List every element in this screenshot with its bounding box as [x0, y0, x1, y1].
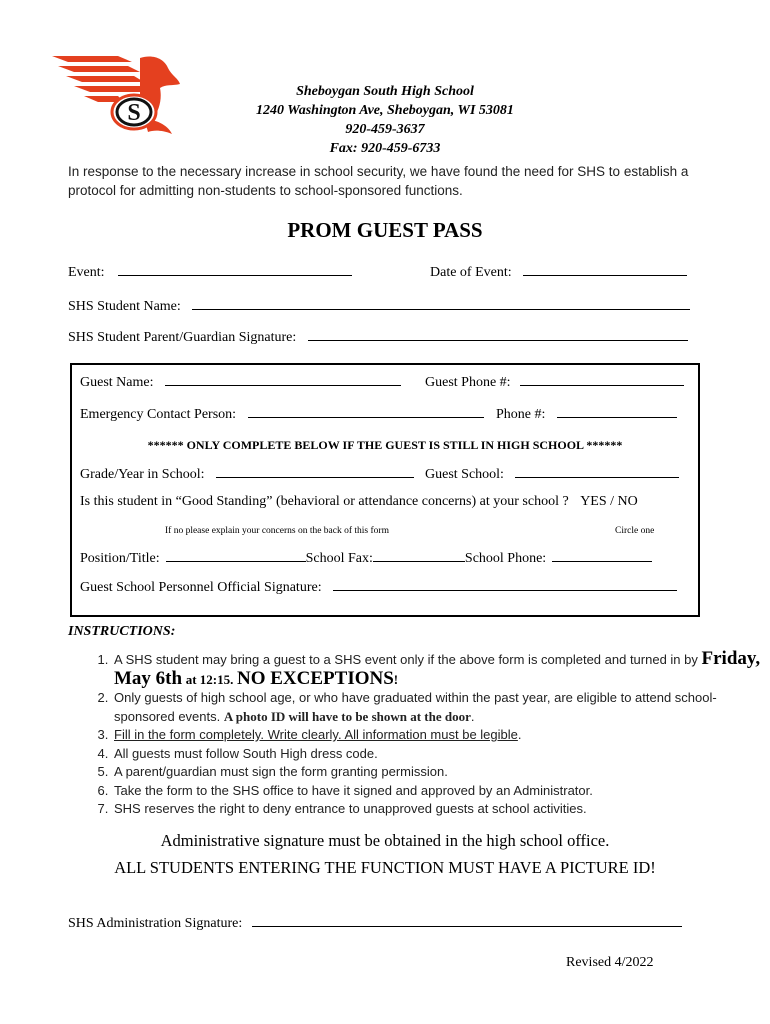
- circle-one-note: Circle one: [615, 526, 655, 536]
- instruction-item: 7. SHS reserves the right to deny entrance to unapproved guests at school activities.: [112, 800, 762, 819]
- picture-id-notice: ALL STUDENTS ENTERING THE FUNCTION MUST HAVE A PICTURE ID!: [114, 858, 656, 877]
- personnel-signature-input-line[interactable]: [333, 578, 677, 591]
- parent-signature-input-line[interactable]: [308, 328, 688, 341]
- good-standing-row: [80, 494, 638, 510]
- grade-year-row: [80, 465, 414, 483]
- form-title: PROM GUEST PASS: [287, 218, 483, 242]
- admin-signature-input-line[interactable]: [252, 914, 682, 927]
- instructions-heading: INSTRUCTIONS:: [68, 624, 176, 639]
- phone-label: Phone #:: [496, 407, 546, 422]
- admin-signature-label: SHS Administration Signature:: [68, 916, 243, 931]
- guest-school-label: Guest School:: [425, 467, 504, 482]
- personnel-signature-row: [80, 578, 677, 596]
- logo-letter: S: [127, 100, 141, 126]
- guest-name-input-line[interactable]: [165, 373, 401, 386]
- school-phone: 920-459-3637: [345, 122, 425, 137]
- school-phone-label: School Phone:: [464, 551, 547, 566]
- school-fax-label: School Fax:: [305, 551, 373, 566]
- deadline-time: at 12:15.: [185, 671, 234, 687]
- emergency-contact-input-line[interactable]: [248, 405, 484, 418]
- school-fax-input-line[interactable]: [373, 549, 465, 562]
- school-phone-input-line[interactable]: [552, 549, 652, 562]
- position-title-input-line[interactable]: [166, 549, 306, 562]
- event-row: [68, 263, 352, 281]
- phone-row: [496, 405, 677, 423]
- date-row: [430, 263, 687, 281]
- yes-no-choice[interactable]: YES / NO: [580, 494, 638, 509]
- event-input-line[interactable]: [118, 263, 352, 276]
- deadline-day: Friday, May 6th: [114, 648, 761, 689]
- student-name-input-line[interactable]: [192, 297, 690, 310]
- emergency-contact-label: Emergency Contact Person:: [80, 407, 237, 422]
- student-name-row: [68, 297, 690, 315]
- no-exceptions: NO EXCEPTIONS: [237, 667, 394, 689]
- intro-paragraph: In response to the necessary increase in school security, we have found the need for SHS to establish a protocol for admitting non-students to school-sponsored functions.: [68, 164, 689, 198]
- instruction-item: 4. All guests must follow South High dress code.: [112, 745, 762, 764]
- position-row: [80, 549, 652, 567]
- instructions-list: [68, 650, 762, 819]
- explain-note: If no please explain your concerns on the back of this form: [165, 526, 389, 536]
- guest-school-row: [425, 465, 679, 483]
- school-name: Sheboygan South High School: [296, 84, 474, 99]
- emergency-contact-row: [80, 405, 484, 423]
- guest-phone-label: Guest Phone #:: [425, 375, 511, 390]
- school-header: [200, 82, 570, 158]
- eagle-logo-icon: [48, 50, 184, 138]
- photo-id-note: A photo ID will have to be shown at the door: [223, 708, 471, 724]
- school-address: 1240 Washington Ave, Sheboygan, WI 53081: [256, 103, 514, 118]
- date-input-line[interactable]: [523, 263, 687, 276]
- position-title-label: Position/Title:: [80, 551, 160, 566]
- instruction-item: 2. Only guests of high school age, or who have graduated within the past year, are eligible to attend school-sponsored events. A photo ID will have to be shown at the door.: [112, 689, 762, 726]
- instruction-item: 3. Fill in the form completely. Write clearly. All information must be legible.: [112, 726, 762, 745]
- guest-school-input-line[interactable]: [515, 465, 679, 478]
- good-standing-question: Is this student in “Good Standing” (behavioral or attendance concerns) at your school ?: [80, 494, 569, 509]
- guest-name-label: Guest Name:: [80, 375, 154, 390]
- high-school-only-banner: ****** ONLY COMPLETE BELOW IF THE GUEST IS STILL IN HIGH SCHOOL ******: [147, 438, 623, 452]
- personnel-signature-label: Guest School Personnel Official Signature:: [80, 580, 322, 595]
- parent-signature-label: SHS Student Parent/Guardian Signature:: [68, 330, 297, 345]
- school-logo: [48, 50, 184, 138]
- event-label: Event:: [68, 265, 105, 280]
- date-label: Date of Event:: [430, 265, 512, 280]
- admin-signature-row: [68, 914, 682, 932]
- instruction-item: 5. A parent/guardian must sign the form granting permission.: [112, 763, 762, 782]
- revised-date: Revised 4/2022: [566, 955, 654, 970]
- grade-year-input-line[interactable]: [216, 465, 414, 478]
- instruction-item: 6. Take the form to the SHS office to have it signed and approved by an Administrator.: [112, 782, 762, 801]
- guest-name-row: [80, 373, 401, 391]
- phone-input-line[interactable]: [557, 405, 677, 418]
- guest-phone-input-line[interactable]: [520, 373, 684, 386]
- admin-signature-notice: Administrative signature must be obtained in the high school office.: [160, 831, 610, 850]
- student-name-label: SHS Student Name:: [68, 299, 181, 314]
- parent-signature-row: [68, 328, 688, 346]
- school-fax: Fax: 920-459-6733: [329, 141, 441, 156]
- grade-year-label: Grade/Year in School:: [80, 467, 205, 482]
- instruction-item: 1. A SHS student may bring a guest to a SHS event only if the above form is completed and turned in by Friday, May 6th at 12:15. NO EXCEPTIONS!: [112, 650, 762, 689]
- guest-phone-row: [425, 373, 684, 391]
